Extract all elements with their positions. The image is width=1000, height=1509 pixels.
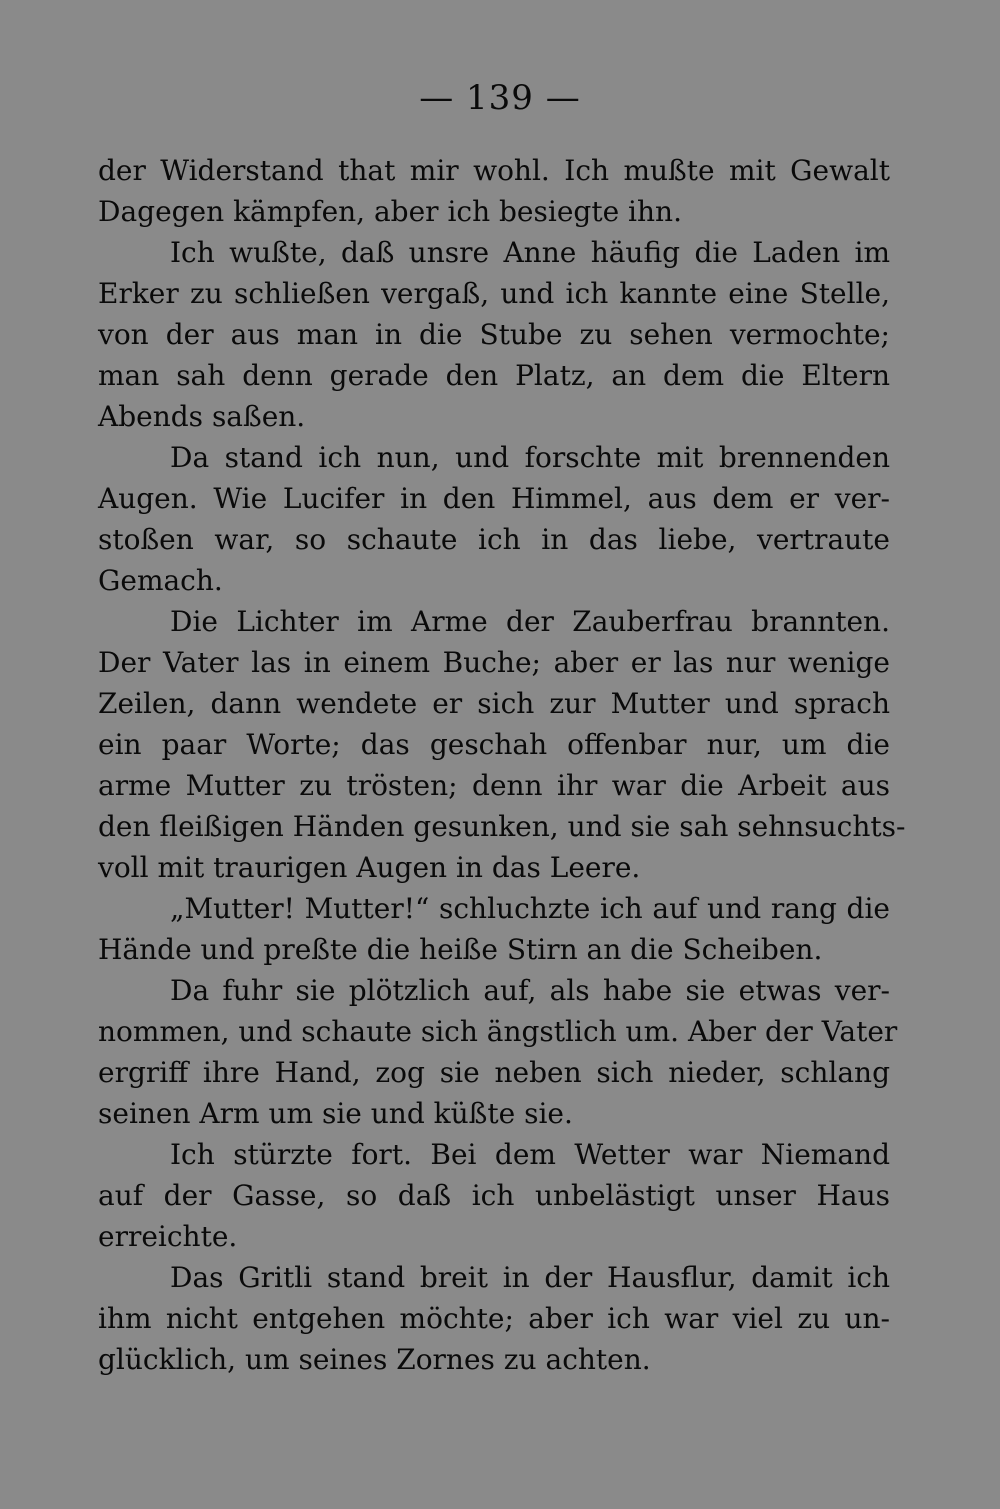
text-line: Zeilen, dann wendete er sich zur Mutter und sprach xyxy=(98,687,890,720)
text-line: erreichte. xyxy=(98,1220,238,1253)
page-body-text xyxy=(98,150,906,1380)
text-line: glücklich, um seines Zornes zu achten. xyxy=(98,1343,651,1376)
text-line: Ich stürzte fort. Bei dem Wetter war Niemand xyxy=(170,1138,890,1171)
text-line: Gemach. xyxy=(98,564,223,597)
text-line: Erker zu schließen vergaß, und ich kannte eine Stelle, xyxy=(98,277,890,310)
text-line: stoßen war, so schaute ich in das liebe, vertraute xyxy=(98,523,890,556)
text-line: Abends saßen. xyxy=(98,400,306,433)
text-line: man sah denn gerade den Platz, an dem die Eltern xyxy=(98,359,890,392)
text-line: Der Vater las in einem Buche; aber er las nur wenige xyxy=(98,646,890,679)
text-line: ihm nicht entgehen möchte; aber ich war viel zu un- xyxy=(98,1302,890,1335)
text-line: seinen Arm um sie und küßte sie. xyxy=(98,1097,573,1130)
text-line: arme Mutter zu trösten; denn ihr war die Arbeit aus xyxy=(98,769,890,802)
page-number: — 139 — xyxy=(419,78,581,118)
text-line: von der aus man in die Stube zu sehen vermochte; xyxy=(98,318,890,351)
text-line: Da fuhr sie plötzlich auf, als habe sie etwas ver- xyxy=(170,974,890,1007)
text-line: auf der Gasse, so daß ich unbelästigt unser Haus xyxy=(98,1179,890,1212)
text-line: Augen. Wie Lucifer in den Himmel, aus dem er ver- xyxy=(98,482,890,515)
text-line: der Widerstand that mir wohl. Ich mußte mit Gewalt xyxy=(98,154,890,187)
text-line: ergriff ihre Hand, zog sie neben sich nieder, schlang xyxy=(98,1056,890,1089)
text-line: ein paar Worte; das geschah offenbar nur, um die xyxy=(98,728,890,761)
text-line: nommen, und schaute sich ängstlich um. Aber der Vater xyxy=(98,1015,898,1048)
text-line: Hände und preßte die heiße Stirn an die Scheiben. xyxy=(98,933,823,966)
text-line: Die Lichter im Arme der Zauberfrau brannten. xyxy=(170,605,890,638)
text-line: Dagegen kämpfen, aber ich besiegte ihn. xyxy=(98,195,682,228)
text-line: voll mit traurigen Augen in das Leere. xyxy=(98,851,641,884)
text-line: Ich wußte, daß unsre Anne häufig die Laden im xyxy=(170,236,890,269)
text-line: den fleißigen Händen gesunken, und sie sah sehnsuchts- xyxy=(98,810,906,843)
text-line: Das Gritli stand breit in der Hausflur, damit ich xyxy=(170,1261,890,1294)
text-line: „Mutter! Mutter!“ schluchzte ich auf und rang die xyxy=(170,892,890,925)
text-line: Da stand ich nun, und forschte mit brennenden xyxy=(170,441,890,474)
